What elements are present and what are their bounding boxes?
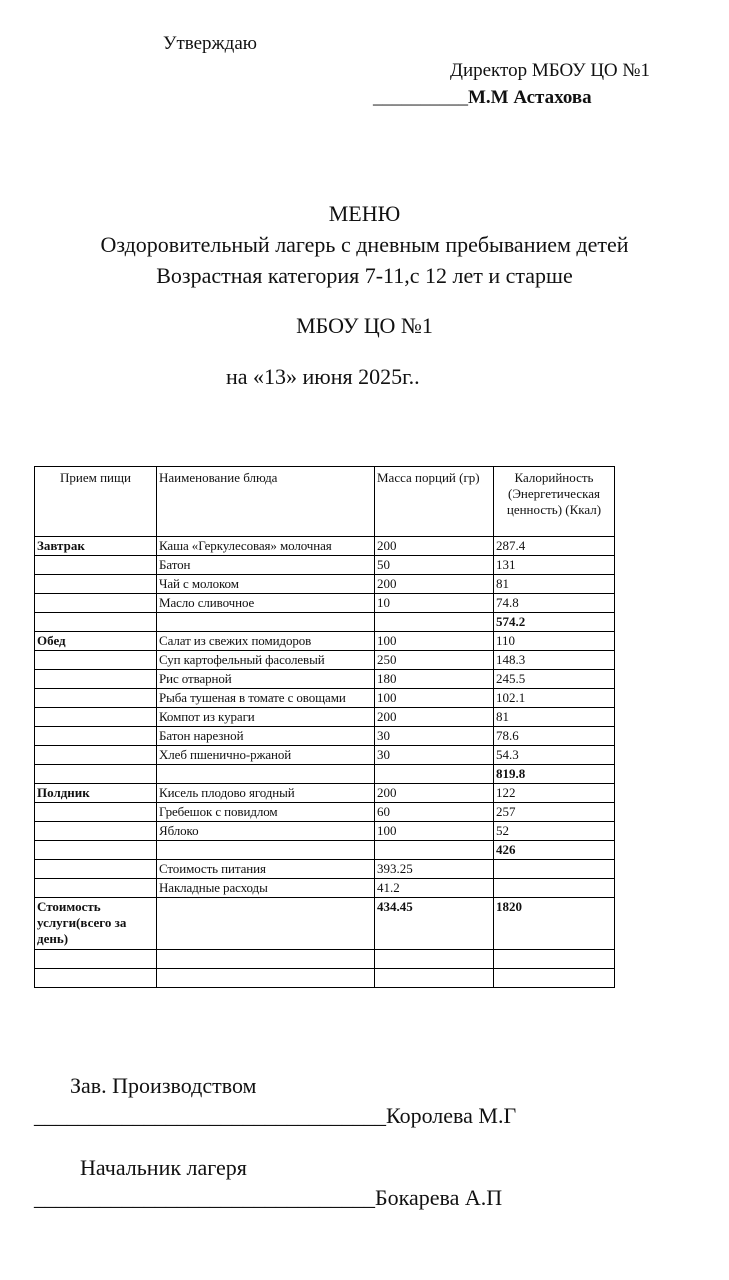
cell-meal: Стоимость услуги(всего за день) xyxy=(35,898,157,950)
table-row xyxy=(35,898,615,950)
cell-kcal xyxy=(494,860,615,879)
cell-mass: 250 xyxy=(375,651,494,670)
table-row xyxy=(35,651,615,670)
cell-meal xyxy=(35,803,157,822)
approve-label: Утверждаю xyxy=(163,33,257,54)
cell-dish: Кисель плодово ягодный xyxy=(157,784,375,803)
table-row xyxy=(35,746,615,765)
table-header-row xyxy=(35,467,615,537)
cell-dish: Батон нарезной xyxy=(157,727,375,746)
column-header-meal: Прием пищи xyxy=(35,467,157,537)
age-category: Возрастная категория 7-11,с 12 лет и старше xyxy=(156,263,573,288)
menu-date: на «13» июня 2025г.. xyxy=(226,364,420,389)
cell-meal xyxy=(35,879,157,898)
table-row xyxy=(35,822,615,841)
cell-meal xyxy=(35,556,157,575)
cell-kcal: 52 xyxy=(494,822,615,841)
table-row xyxy=(35,784,615,803)
table-row xyxy=(35,969,615,988)
director-title: Директор МБОУ ЦО №1 xyxy=(450,60,650,81)
table-row xyxy=(35,841,615,860)
cell-meal xyxy=(35,689,157,708)
cell-kcal: 131 xyxy=(494,556,615,575)
production-head-signature: ________________________________Королева М.Г xyxy=(34,1103,517,1128)
cell-kcal: 110 xyxy=(494,632,615,651)
cell-meal xyxy=(35,746,157,765)
column-header-kcal: Калорийность (Энергетическая ценность) (Ккал) xyxy=(494,467,615,537)
cell-dish: Гребешок с повидлом xyxy=(157,803,375,822)
cell-kcal: 74.8 xyxy=(494,594,615,613)
cell-mass: 200 xyxy=(375,537,494,556)
cell-mass xyxy=(375,841,494,860)
camp-head-signature: _______________________________Бокарева А.П xyxy=(34,1185,503,1210)
camp-name: Оздоровительный лагерь с дневным пребыванием детей xyxy=(100,232,629,257)
cell-dish xyxy=(157,969,375,988)
cell-mass xyxy=(375,950,494,969)
cell-mass: 180 xyxy=(375,670,494,689)
camp-head-label: Начальник лагеря xyxy=(80,1155,247,1180)
cell-kcal: 819.8 xyxy=(494,765,615,784)
table-row xyxy=(35,765,615,784)
cell-kcal xyxy=(494,879,615,898)
cell-mass: 200 xyxy=(375,708,494,727)
table-row xyxy=(35,708,615,727)
cell-dish: Яблоко xyxy=(157,822,375,841)
cell-mass: 10 xyxy=(375,594,494,613)
cell-dish xyxy=(157,898,375,950)
cell-kcal: 426 xyxy=(494,841,615,860)
table-row xyxy=(35,879,615,898)
school-name: МБОУ ЦО №1 xyxy=(296,313,433,338)
table-row xyxy=(35,556,615,575)
cell-mass xyxy=(375,765,494,784)
table-row xyxy=(35,575,615,594)
cell-meal: Обед xyxy=(35,632,157,651)
cell-dish: Салат из свежих помидоров xyxy=(157,632,375,651)
table-row xyxy=(35,860,615,879)
cell-kcal: 78.6 xyxy=(494,727,615,746)
cell-dish: Рыба тушеная в томате с овощами xyxy=(157,689,375,708)
cell-dish xyxy=(157,613,375,632)
cell-kcal: 574.2 xyxy=(494,613,615,632)
cell-dish: Каша «Геркулесовая» молочная xyxy=(157,537,375,556)
cell-mass: 30 xyxy=(375,727,494,746)
table-row xyxy=(35,727,615,746)
cell-dish: Батон xyxy=(157,556,375,575)
cell-kcal: 245.5 xyxy=(494,670,615,689)
cell-kcal xyxy=(494,969,615,988)
table-row xyxy=(35,613,615,632)
cell-dish: Рис отварной xyxy=(157,670,375,689)
cell-kcal: 102.1 xyxy=(494,689,615,708)
cell-meal: Завтрак xyxy=(35,537,157,556)
cell-mass: 30 xyxy=(375,746,494,765)
menu-title: МЕНЮ xyxy=(328,201,401,226)
cell-dish xyxy=(157,950,375,969)
cell-meal: Полдник xyxy=(35,784,157,803)
cell-dish: Суп картофельный фасолевый xyxy=(157,651,375,670)
cell-dish: Стоимость питания xyxy=(157,860,375,879)
signature-line: __________ xyxy=(373,87,468,108)
table-row xyxy=(35,537,615,556)
production-head-label: Зав. Производством xyxy=(70,1073,257,1098)
cell-dish: Чай с молоком xyxy=(157,575,375,594)
cell-mass: 100 xyxy=(375,689,494,708)
column-header-dish: Наименование блюда xyxy=(157,467,375,537)
table-row xyxy=(35,632,615,651)
table-row xyxy=(35,803,615,822)
cell-kcal: 148.3 xyxy=(494,651,615,670)
cell-kcal: 122 xyxy=(494,784,615,803)
table-row xyxy=(35,950,615,969)
cell-meal xyxy=(35,841,157,860)
cell-meal xyxy=(35,950,157,969)
cell-meal xyxy=(35,969,157,988)
cell-kcal: 81 xyxy=(494,575,615,594)
cell-meal xyxy=(35,727,157,746)
cell-mass: 50 xyxy=(375,556,494,575)
table-row xyxy=(35,670,615,689)
cell-meal xyxy=(35,860,157,879)
table-body xyxy=(35,537,615,988)
cell-meal xyxy=(35,765,157,784)
cell-dish xyxy=(157,841,375,860)
cell-dish: Масло сливочное xyxy=(157,594,375,613)
director-name: М.М Астахова xyxy=(468,87,592,108)
cell-dish xyxy=(157,765,375,784)
cell-meal xyxy=(35,613,157,632)
cell-meal xyxy=(35,822,157,841)
cell-kcal xyxy=(494,950,615,969)
cell-mass: 393.25 xyxy=(375,860,494,879)
cell-meal xyxy=(35,594,157,613)
cell-mass: 200 xyxy=(375,784,494,803)
cell-dish: Накладные расходы xyxy=(157,879,375,898)
cell-kcal: 1820 xyxy=(494,898,615,950)
cell-kcal: 287.4 xyxy=(494,537,615,556)
cell-kcal: 54.3 xyxy=(494,746,615,765)
cell-mass: 100 xyxy=(375,822,494,841)
cell-mass: 41.2 xyxy=(375,879,494,898)
table-row xyxy=(35,594,615,613)
cell-dish: Хлеб пшенично-ржаной xyxy=(157,746,375,765)
cell-mass: 434.45 xyxy=(375,898,494,950)
menu-table xyxy=(34,466,615,988)
table-row xyxy=(35,689,615,708)
cell-dish: Компот из кураги xyxy=(157,708,375,727)
cell-kcal: 257 xyxy=(494,803,615,822)
cell-meal xyxy=(35,575,157,594)
cell-mass: 60 xyxy=(375,803,494,822)
cell-meal xyxy=(35,651,157,670)
cell-mass xyxy=(375,613,494,632)
cell-mass: 100 xyxy=(375,632,494,651)
cell-kcal: 81 xyxy=(494,708,615,727)
director-signature xyxy=(373,87,592,109)
column-header-mass: Масса порций (гр) xyxy=(375,467,494,537)
cell-mass: 200 xyxy=(375,575,494,594)
cell-meal xyxy=(35,670,157,689)
cell-mass xyxy=(375,969,494,988)
cell-meal xyxy=(35,708,157,727)
